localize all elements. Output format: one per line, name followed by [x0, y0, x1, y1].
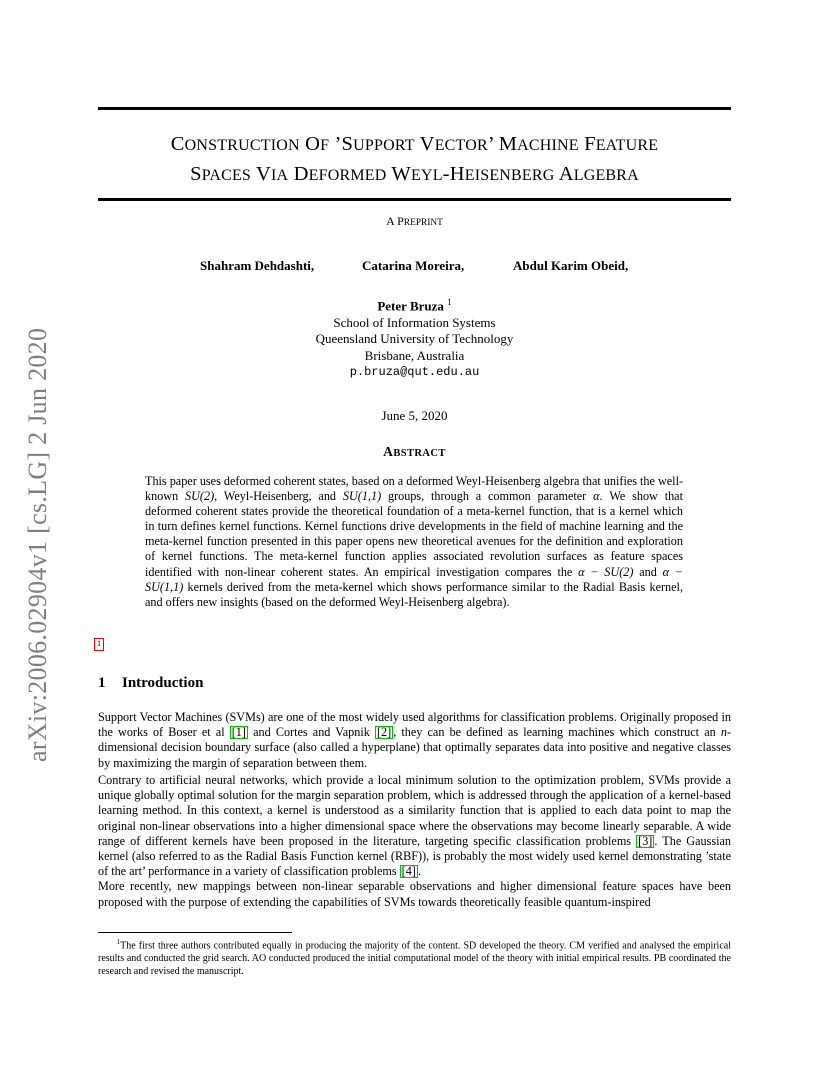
section-heading: [98, 675, 203, 692]
title-line-2: [98, 160, 731, 190]
affiliation-university: Queensland University of Technology: [315, 331, 514, 347]
footnote-rule: [98, 932, 292, 933]
footnote-text: The first three authors contributed equally in producing the majority of the content. SD developed the theory. CM verified and analysed the empirical results and conducted the grid search. AO conducted produced the initial computational model of the theory with initial empirical results. PB coordinated the research and revised the manuscript.: [98, 940, 731, 978]
citation-link[interactable]: [2]: [376, 725, 392, 740]
arxiv-stamp: [18, 297, 58, 762]
section-title: Introduction: [122, 675, 204, 691]
author-email[interactable]: p.bruza@qut.edu.au: [349, 365, 480, 380]
paper-title: [98, 130, 731, 190]
section-number: 1: [98, 675, 106, 691]
citation-link[interactable]: [1]: [231, 725, 246, 740]
affiliation-school: School of Information Systems: [333, 314, 496, 330]
paper-date: June 5, 2020: [381, 408, 448, 423]
author-footnote-mark: 1: [447, 297, 452, 307]
author-1: Shahram Dehdashti,: [200, 258, 315, 273]
author-4: Peter Bruza: [377, 298, 444, 314]
footnote-number: 1: [116, 938, 121, 946]
intro-paragraph-1: Support Vector Machines (SVMs) are one of the most widely used algorithms for classification problems. Originally proposed in the works of Boser et al [1] and Cortes and Vapnik [2] , they can be defined as learning machines which construct an n-dimensional decision boundary surface (also called a hyperplane) that optimally separates data into positive and negative classes by maximizing the margin of separation between them.: [98, 710, 731, 770]
intro-paragraph-2: Contrary to artificial neural networks, which provide a local minimum solution to the optimization problem, SVMs provide a unique globally optimal solution for the margin separation problem, which is addressed through the application of a kernel-based learning method. In this context, a kernel is understood as a similarity function that is applied to each data point to map the original non-linear observations into a higher dimensional space where the observations may become linearly separable. A wide range of different kernels have been proposed in the literature, targeting specific classification problems [3] . The Gaussian kernel (also referred to as the Radial Basis Function kernel (RBF)), is probably the most widely used kernel demonstrating ’state of the art’ performance in a variety of classification problems [4] . More recently, new mappings between non-linear separable observations and higher dimensional feature spaces have been proposed with the purpose of extending the capabilities of SVMs towards theoretically feasible quantum-inspired: [98, 773, 731, 909]
footnote-link[interactable]: 1: [94, 638, 104, 651]
corresponding-author: [98, 294, 731, 381]
preprint-label: A PREPRINT: [386, 214, 443, 228]
author-2: Catarina Moreira,: [362, 258, 465, 273]
title-rule-top: [98, 107, 731, 110]
arxiv-stamp-text: arXiv:2006.02904v1 [cs.LG] 2 Jun 2020: [23, 327, 52, 762]
citation-link[interactable]: [4]: [401, 864, 416, 879]
abstract-heading: ABSTRACT: [383, 444, 446, 459]
affiliation-location: Brisbane, Australia: [364, 347, 465, 363]
title-line-1: CONSTRUCTION OF ’SUPPORT VECTOR’ MACHINE FEATURE: [170, 133, 659, 155]
abstract-text: This paper uses deformed coherent states, based on a deformed Weyl-Heisenberg algebra that unifies the well-known SU(2), Weyl-Heisenberg, and SU(1,1) groups, through a common parameter α. We show that deformed coherent states provide the theoretical foundation of a meta-kernel function, that is a kernel which in turn defines kernel functions. Kernel functions drive developments in the field of machine learning and the meta-kernel function presented in this paper opens new theoretical avenues for the definition and exploration of kernel functions. The meta-kernel function applies associated revolution surfaces as feature spaces identified with non-linear coherent states. An empirical investigation compares the α − SU(2) and α − SU(1,1) kernels derived from the meta-kernel which shows performance similar to the Radial Basis kernel, and offers new insights (based on the deformed Weyl-Heisenberg algebra).: [145, 474, 684, 609]
author-3: Abdul Karim Obeid,: [513, 258, 629, 273]
title-rule-bottom: [98, 198, 731, 201]
footnote: [98, 936, 731, 978]
title-line-2-text: SPACES VIA DEFORMED WEYL-HEISENBERG ALGEBRA: [190, 163, 639, 185]
title-line-1-text: ONSTRUCTION OF ’SUPPORT VECTOR’ MACHINE FEATURE: [184, 133, 659, 155]
citation-link[interactable]: [3]: [638, 833, 653, 848]
